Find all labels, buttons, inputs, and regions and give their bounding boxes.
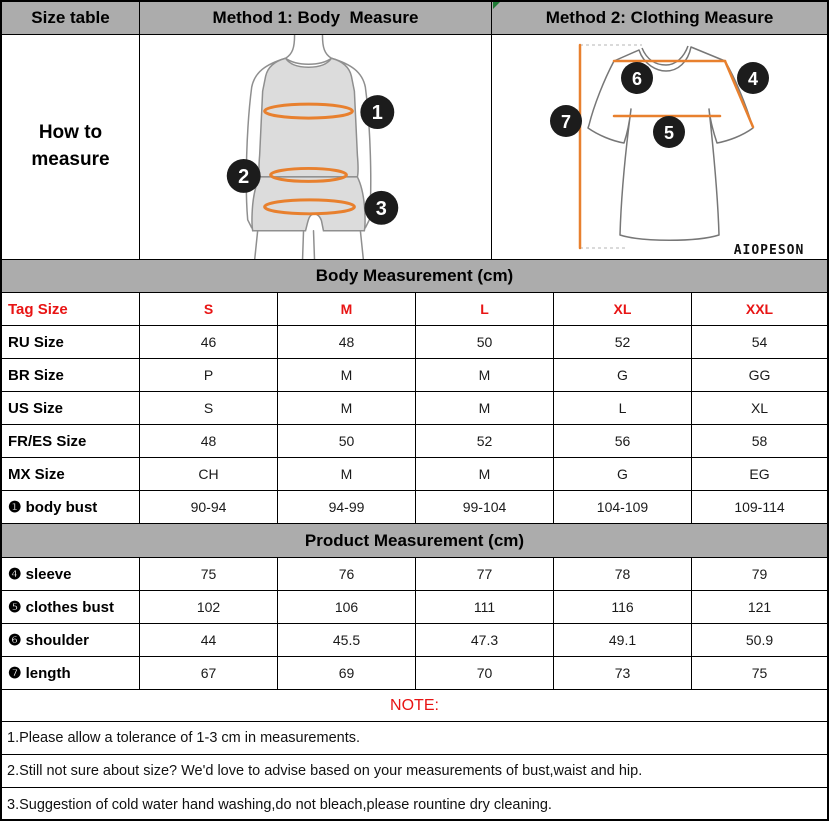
value-cell: 45.5 bbox=[278, 624, 416, 657]
row-label: ❹ sleeve bbox=[2, 558, 140, 591]
value-cell: 77 bbox=[416, 558, 554, 591]
row-label: BR Size bbox=[2, 359, 140, 392]
row-label: ❼ length bbox=[2, 657, 140, 690]
value-cell: 104-109 bbox=[554, 491, 692, 524]
value-cell: XL bbox=[692, 392, 827, 425]
marker-4-label: 4 bbox=[747, 68, 759, 89]
top-header-row bbox=[2, 2, 827, 35]
value-cell: 106 bbox=[278, 591, 416, 624]
note-item: 1.Please allow a tolerance of 1-3 cm in measurements. bbox=[2, 722, 827, 755]
value-cell: G bbox=[554, 359, 692, 392]
value-cell: 116 bbox=[554, 591, 692, 624]
value-cell: 52 bbox=[554, 326, 692, 359]
table-row bbox=[2, 657, 827, 690]
shirt-figure-illustration bbox=[492, 35, 827, 260]
product-measurement-title: Product Measurement (cm) bbox=[2, 524, 827, 558]
value-cell: 121 bbox=[692, 591, 827, 624]
table-row bbox=[2, 425, 827, 458]
row-label: US Size bbox=[2, 392, 140, 425]
shirt-figure-cell bbox=[492, 35, 827, 260]
table-row bbox=[2, 591, 827, 624]
marker-7-label: 7 bbox=[560, 111, 572, 132]
row-label: ❺ clothes bust bbox=[2, 591, 140, 624]
value-cell: M bbox=[278, 458, 416, 491]
value-cell: 50 bbox=[278, 425, 416, 458]
value-cell: EG bbox=[692, 458, 827, 491]
value-cell: GG bbox=[692, 359, 827, 392]
left-leg-inner bbox=[303, 230, 304, 259]
body-measurement-title: Body Measurement (cm) bbox=[2, 260, 827, 293]
value-cell: 69 bbox=[278, 657, 416, 690]
value-cell: M bbox=[416, 392, 554, 425]
marker-5-label: 5 bbox=[663, 122, 675, 143]
value-cell: M bbox=[416, 359, 554, 392]
size-value-cell: S bbox=[140, 293, 278, 326]
size-value-cell: XL bbox=[554, 293, 692, 326]
value-cell: 50.9 bbox=[692, 624, 827, 657]
value-cell: 58 bbox=[692, 425, 827, 458]
value-cell: M bbox=[416, 458, 554, 491]
marker-6-label: 6 bbox=[631, 68, 643, 89]
value-cell: 56 bbox=[554, 425, 692, 458]
value-cell: 109-114 bbox=[692, 491, 827, 524]
row-label: MX Size bbox=[2, 458, 140, 491]
value-cell: 54 bbox=[692, 326, 827, 359]
row-label: ❻ shoulder bbox=[2, 624, 140, 657]
value-cell: M bbox=[278, 392, 416, 425]
neck-left-line bbox=[286, 35, 295, 58]
value-cell: 70 bbox=[416, 657, 554, 690]
value-cell: 46 bbox=[140, 326, 278, 359]
tag-size-row bbox=[2, 293, 827, 326]
right-leg-inner bbox=[314, 230, 315, 259]
size-value-cell: M bbox=[278, 293, 416, 326]
table-row bbox=[2, 624, 827, 657]
row-label: FR/ES Size bbox=[2, 425, 140, 458]
note-item: 3.Suggestion of cold water hand washing,do not bleach,please rountine dry cleaning. bbox=[7, 796, 552, 813]
value-cell: P bbox=[140, 359, 278, 392]
table-row bbox=[2, 558, 827, 591]
value-cell: 75 bbox=[692, 657, 827, 690]
value-cell: S bbox=[140, 392, 278, 425]
size-table-title: Size table bbox=[2, 2, 140, 35]
marker-2-label: 2 bbox=[238, 165, 250, 188]
value-cell: 48 bbox=[140, 425, 278, 458]
value-cell: 48 bbox=[278, 326, 416, 359]
value-cell: CH bbox=[140, 458, 278, 491]
method2-title bbox=[492, 2, 827, 35]
value-cell: 73 bbox=[554, 657, 692, 690]
body-figure-cell bbox=[140, 35, 492, 260]
value-cell: L bbox=[554, 392, 692, 425]
marker-3-label: 3 bbox=[375, 197, 387, 220]
table-row bbox=[2, 491, 827, 524]
value-cell: M bbox=[278, 359, 416, 392]
table-row bbox=[2, 458, 827, 491]
illustration-row bbox=[2, 35, 827, 260]
neck-right-line bbox=[322, 35, 331, 58]
note-item: 2.Still not sure about size? We'd love to advise based on your measurements of bust,waist and hip. bbox=[2, 755, 827, 788]
value-cell: 111 bbox=[416, 591, 554, 624]
value-cell: G bbox=[554, 458, 692, 491]
row-label: RU Size bbox=[2, 326, 140, 359]
table-row bbox=[2, 326, 827, 359]
value-cell: 78 bbox=[554, 558, 692, 591]
value-cell: 50 bbox=[416, 326, 554, 359]
table-row bbox=[2, 359, 827, 392]
value-cell: 67 bbox=[140, 657, 278, 690]
size-value-cell: L bbox=[416, 293, 554, 326]
value-cell: 44 bbox=[140, 624, 278, 657]
value-cell: 99-104 bbox=[416, 491, 554, 524]
value-cell: 90-94 bbox=[140, 491, 278, 524]
row-label: Tag Size bbox=[2, 293, 140, 326]
value-cell: 94-99 bbox=[278, 491, 416, 524]
value-cell: 75 bbox=[140, 558, 278, 591]
how-to-line1: How to bbox=[38, 122, 103, 144]
note-title: NOTE: bbox=[2, 690, 827, 722]
value-cell: 79 bbox=[692, 558, 827, 591]
cell-corner-flag bbox=[493, 2, 500, 9]
body-figure-illustration bbox=[140, 35, 491, 260]
size-value-cell: XXL bbox=[692, 293, 827, 326]
table-row bbox=[2, 392, 827, 425]
value-cell: 76 bbox=[278, 558, 416, 591]
value-cell: 49.1 bbox=[554, 624, 692, 657]
row-label: ❶ body bust bbox=[2, 491, 140, 524]
brand-label: AIOPESON bbox=[733, 242, 805, 258]
value-cell: 102 bbox=[140, 591, 278, 624]
left-leg-outer bbox=[255, 230, 258, 259]
method1-title: Method 1: Body Measure bbox=[140, 2, 492, 35]
how-to-measure-cell bbox=[2, 35, 140, 260]
method2-title-text: Method 2: Clothing Measure bbox=[545, 8, 774, 27]
value-cell: 47.3 bbox=[416, 624, 554, 657]
how-to-line2: measure bbox=[31, 149, 110, 170]
value-cell: 52 bbox=[416, 425, 554, 458]
marker-1-label: 1 bbox=[371, 101, 383, 124]
right-leg-outer bbox=[360, 230, 363, 259]
